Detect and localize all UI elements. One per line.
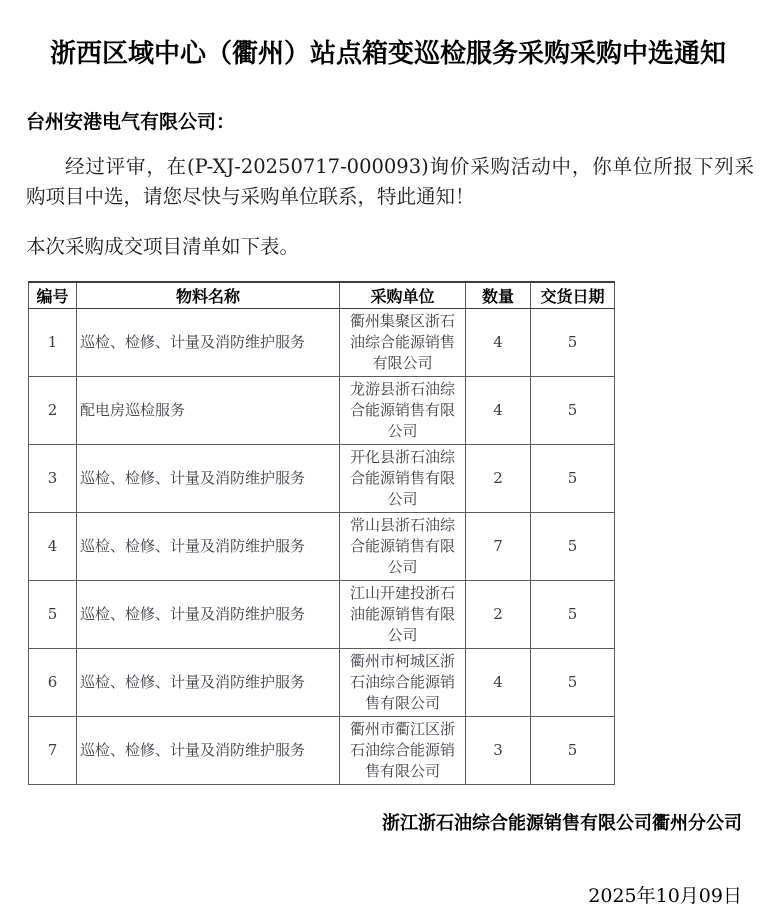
cell-date: 5 — [531, 581, 615, 649]
table-row — [29, 513, 615, 581]
table-body — [29, 309, 615, 785]
cell-date: 5 — [531, 649, 615, 717]
cell-unit: 衢州市柯城区浙石油综合能源销售有限公司 — [340, 649, 466, 717]
cell-name: 巡检、检修、计量及消防维护服务 — [77, 513, 340, 581]
table-lead-in-paragraph: 本次采购成交项目清单如下表。 — [26, 234, 300, 258]
table-row — [29, 445, 615, 513]
page-title: 浙西区域中心（衢州）站点箱变巡检服务采购采购中选通知 — [49, 39, 726, 69]
cell-date: 5 — [531, 445, 615, 513]
cell-no: 2 — [29, 377, 77, 445]
cell-date: 5 — [531, 377, 615, 445]
table-row — [29, 377, 615, 445]
items-table-container — [22, 281, 754, 785]
cell-name: 巡检、检修、计量及消防维护服务 — [77, 309, 340, 377]
cell-name: 巡检、检修、计量及消防维护服务 — [77, 717, 340, 785]
table-row — [29, 649, 615, 717]
cell-unit: 衢州集聚区浙石油综合能源销售有限公司 — [340, 309, 466, 377]
column-header-qty: 数量 — [466, 282, 531, 309]
cell-qty: 3 — [466, 717, 531, 785]
issue-date: 2025年10月09日 — [588, 885, 742, 907]
cell-name: 配电房巡检服务 — [77, 377, 340, 445]
table-row — [29, 309, 615, 377]
cell-unit: 江山开建投浙石油能源销售有限公司 — [340, 581, 466, 649]
cell-date: 5 — [531, 513, 615, 581]
cell-qty: 4 — [466, 309, 531, 377]
cell-qty: 2 — [466, 581, 531, 649]
cell-no: 5 — [29, 581, 77, 649]
cell-unit: 衢州市衢江区浙石油综合能源销售有限公司 — [340, 717, 466, 785]
cell-name: 巡检、检修、计量及消防维护服务 — [77, 445, 340, 513]
table-header-row — [29, 282, 615, 309]
cell-no: 1 — [29, 309, 77, 377]
cell-unit: 常山县浙石油综合能源销售有限公司 — [340, 513, 466, 581]
column-header-no: 编号 — [29, 282, 77, 309]
column-header-date: 交货日期 — [531, 282, 615, 309]
cell-name: 巡检、检修、计量及消防维护服务 — [77, 581, 340, 649]
cell-qty: 2 — [466, 445, 531, 513]
issuer-signature: 浙江浙石油综合能源销售有限公司衢州分公司 — [382, 813, 742, 834]
cell-name: 巡检、检修、计量及消防维护服务 — [77, 649, 340, 717]
cell-date: 5 — [531, 717, 615, 785]
document-page — [0, 36, 776, 907]
cell-qty: 4 — [466, 377, 531, 445]
cell-qty: 4 — [466, 649, 531, 717]
table-row — [29, 717, 615, 785]
cell-no: 6 — [29, 649, 77, 717]
cell-date: 5 — [531, 309, 615, 377]
cell-no: 3 — [29, 445, 77, 513]
procurement-items-table — [28, 281, 615, 785]
cell-qty: 7 — [466, 513, 531, 581]
column-header-name: 物料名称 — [77, 282, 340, 309]
cell-unit: 龙游县浙石油综合能源销售有限公司 — [340, 377, 466, 445]
column-header-unit: 采购单位 — [340, 282, 466, 309]
recipient-line: 台州安港电气有限公司： — [26, 111, 236, 133]
cell-unit: 开化县浙石油综合能源销售有限公司 — [340, 445, 466, 513]
table-row — [29, 581, 615, 649]
notice-paragraph: 经过评审，在(P-XJ-20250717-000093)询价采购活动中，你单位所报下列采购项目中选，请您尽快与采购单位联系，特此通知！ — [26, 155, 754, 208]
cell-no: 7 — [29, 717, 77, 785]
cell-no: 4 — [29, 513, 77, 581]
